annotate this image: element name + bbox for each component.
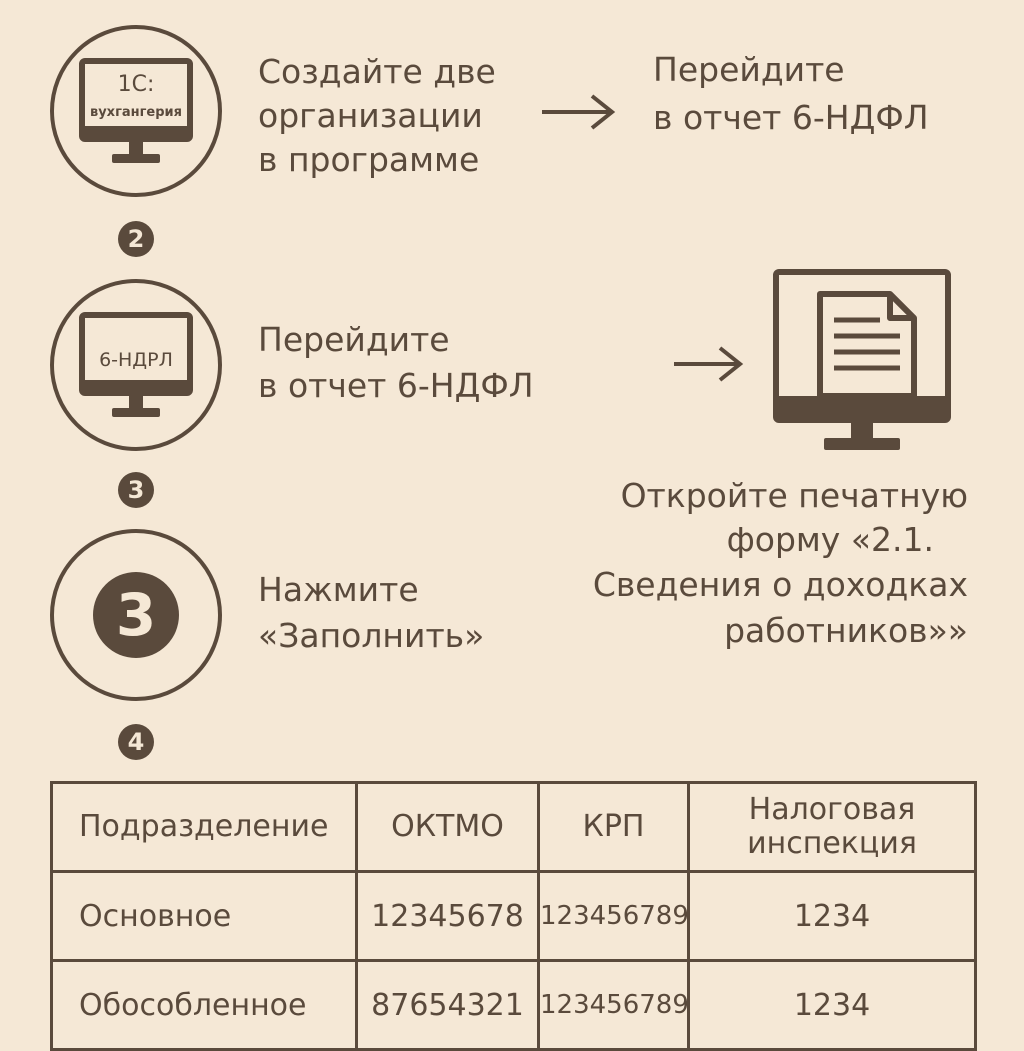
table-cell: 123456789 (539, 961, 689, 1050)
column-header-subdivision: Подразделение (52, 783, 357, 872)
arrow-right-icon (540, 92, 616, 132)
monitor-label-line2: вухгангерия (89, 105, 182, 120)
column-header-tax-inspection (689, 783, 976, 872)
step-badge-3: 3 (118, 472, 154, 508)
table-row (52, 961, 976, 1050)
column-header-tax-inspection-line-1: Налоговая (748, 792, 916, 827)
print-form-line-2: форму «2.1. (726, 520, 934, 559)
step-3-line-1: Нажмите (258, 570, 419, 609)
step-1-target-line-2: в отчет 6-НДФЛ (653, 98, 929, 137)
step-2-line-1: Перейдите (258, 320, 450, 359)
table-row (52, 872, 976, 961)
column-header-oktmo: ОКТМО (357, 783, 539, 872)
print-form-line-1: Откройте печатную (620, 476, 968, 515)
step-3-line-2: «Заполнить» (258, 616, 485, 655)
step-1-line-3: в программе (258, 140, 480, 179)
document-monitor-icon (772, 268, 952, 454)
table-cell: 1234 (689, 872, 976, 961)
subdivisions-table (50, 781, 977, 1051)
table-cell: Основное (52, 872, 357, 961)
step-1-line-2: организации (258, 96, 483, 135)
monitor-label: 6-НДРЛ (99, 349, 173, 371)
arrow-right-icon (672, 344, 744, 384)
column-header-tax-inspection-line-2: инспекция (747, 826, 917, 861)
step-badge-4: 4 (118, 724, 154, 760)
column-header-krp: КРП (539, 783, 689, 872)
step-3-number: 3 (115, 581, 157, 649)
step-3-number-disc (93, 572, 179, 658)
table-header-row (52, 783, 976, 872)
step-badge-2: 2 (118, 221, 154, 257)
table-cell: 1234 (689, 961, 976, 1050)
table-cell: 12345678 (357, 872, 539, 961)
table-cell: 87654321 (357, 961, 539, 1050)
monitor-label-line1: 1С: (117, 72, 155, 97)
print-form-line-4: работников»» (724, 611, 968, 650)
step-1-target-line-1: Перейдите (653, 50, 845, 89)
print-form-line-3: Сведения о доходках (592, 565, 968, 604)
step-2-line-2: в отчет 6-НДФЛ (258, 366, 534, 405)
step-1-line-1: Создайте две (258, 52, 496, 91)
table-cell: Обособленное (52, 961, 357, 1050)
table-cell: 123456789 (539, 872, 689, 961)
